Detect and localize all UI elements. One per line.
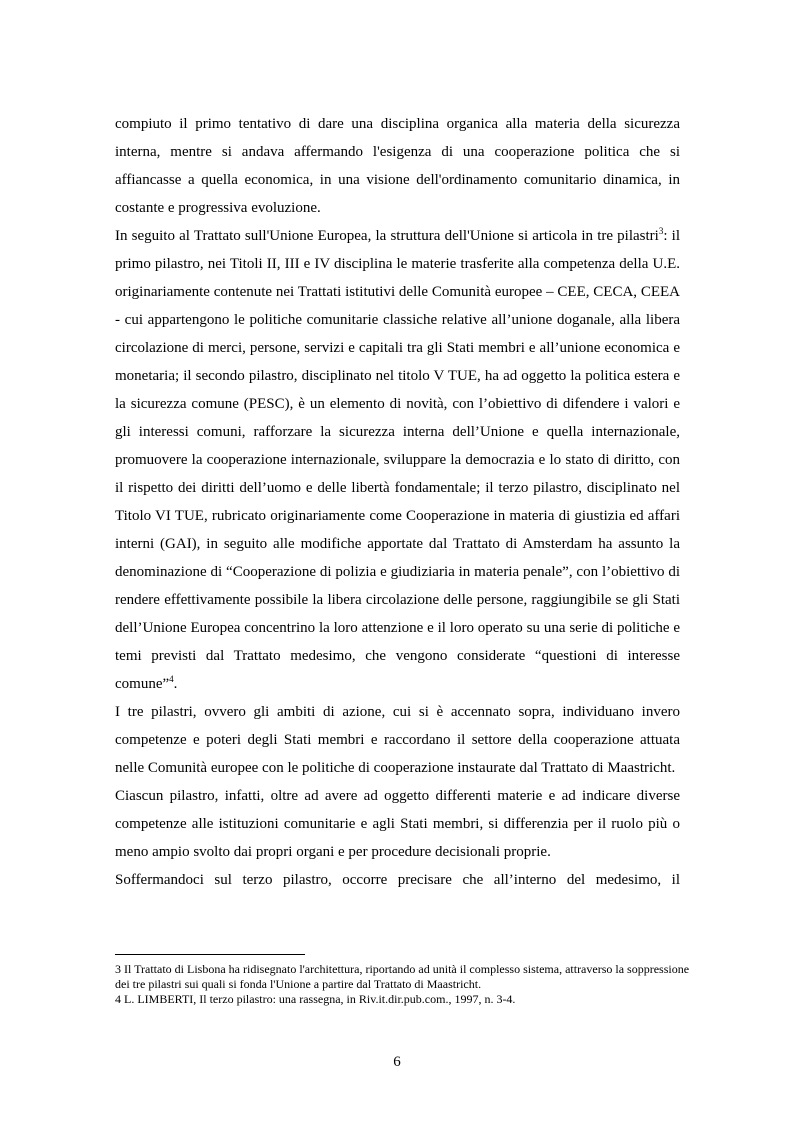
page-number: 6 [393, 1054, 401, 1070]
footnotes [115, 962, 690, 1007]
body-text [115, 110, 680, 894]
paragraph: In seguito al Trattato sull'Unione Europea, la struttura dell'Unione si articola in tre pilastri$^3$: il primo pilastro, nei Titoli II, III e IV disciplina le materie trasferite alla competenza della U.E. originariamente contenute nei Trattati istitutivi delle Comunità europee – CEE, CECA, CEEA - cui appartengono le politiche comunitarie classiche relative all’unione doganale, alla libera circolazione di merci, persone, servizi e capitali tra gli Stati membri e all’unione economica e monetaria; il secondo pilastro, disciplinato nel titolo V TUE, ha ad oggetto la politica estera e la sicurezza comune (PESC), è un elemento di novità, con l’obiettivo di difendere i valori e gli interessi comuni, rafforzare la sicurezza interna dell’Unione e quella internazionale, promuovere la cooperazione internazionale, sviluppare la democrazia e lo stato di diritto, con il rispetto dei diritti dell’uomo e delle libertà fondamentale; il terzo pilastro, disciplinato nel Titolo VI TUE, rubricato originariamente come Cooperazione in materia di giustizia ed affari interni (GAI), in seguito alle modifiche apportate dal Trattato di Amsterdam ha assunto la denominazione di “Cooperazione di polizia e giudiziaria in materia penale”, con l’obiettivo di rendere effettivamente possibile la libera circolazione delle persone, raggiungibile se gli Stati dell’Unione Europea concentrino la loro attenzione e il loro operato su una serie di politiche e temi previsti dal Trattato medesimo, che vengono considerate “questioni di interesse comune”$^4$. [115, 226, 680, 692]
footnote-reference[interactable]: 3 [658, 226, 664, 236]
footnote-number: 4 [115, 992, 121, 1006]
footnote-separator [115, 954, 305, 955]
footnote-reference[interactable]: 4 [169, 674, 174, 684]
paragraph: compiuto il primo tentativo di dare una disciplina organica alla materia della sicurezza interna, mentre si andava affermando l'esigenza di una cooperazione politica che si affiancasse a quella economica, in una visione dell'ordinamento comunitario dinamica, in costante e progressiva evoluzione. [115, 116, 680, 216]
footnote-number: 3 [115, 962, 121, 976]
paragraph: Ciascun pilastro, infatti, oltre ad avere ad oggetto differenti materie e ad indicare diverse competenze alle istituzioni comunitarie e agli Stati membri, si differenzia per il ruolo più o meno ampio svolto dai propri organi e per procedure decisionali proprie. [115, 788, 680, 860]
paragraph: I tre pilastri, ovvero gli ambiti di azione, cui si è accennato sopra, individuano invero competenze e poteri degli Stati membri e raccordano il settore della cooperazione attuata nelle Comunità europee con le politiche di cooperazione instaurate dal Trattato di Maastricht. [115, 704, 680, 776]
footnote: 3 Il Trattato di Lisbona ha ridisegnato l'architettura, riportando ad unità il complesso sistema, attraverso la soppressione dei tre pilastri sui quali si fonda l'Unione a partire dal Trattato di Maastricht. [115, 962, 690, 991]
footnote: 4 L. LIMBERTI, Il terzo pilastro: una rassegna, in Riv.it.dir.pub.com., 1997, n. 3-4. [115, 992, 516, 1006]
paragraph: Soffermandoci sul terzo pilastro, occorre precisare che all’interno del medesimo, il [115, 872, 680, 888]
